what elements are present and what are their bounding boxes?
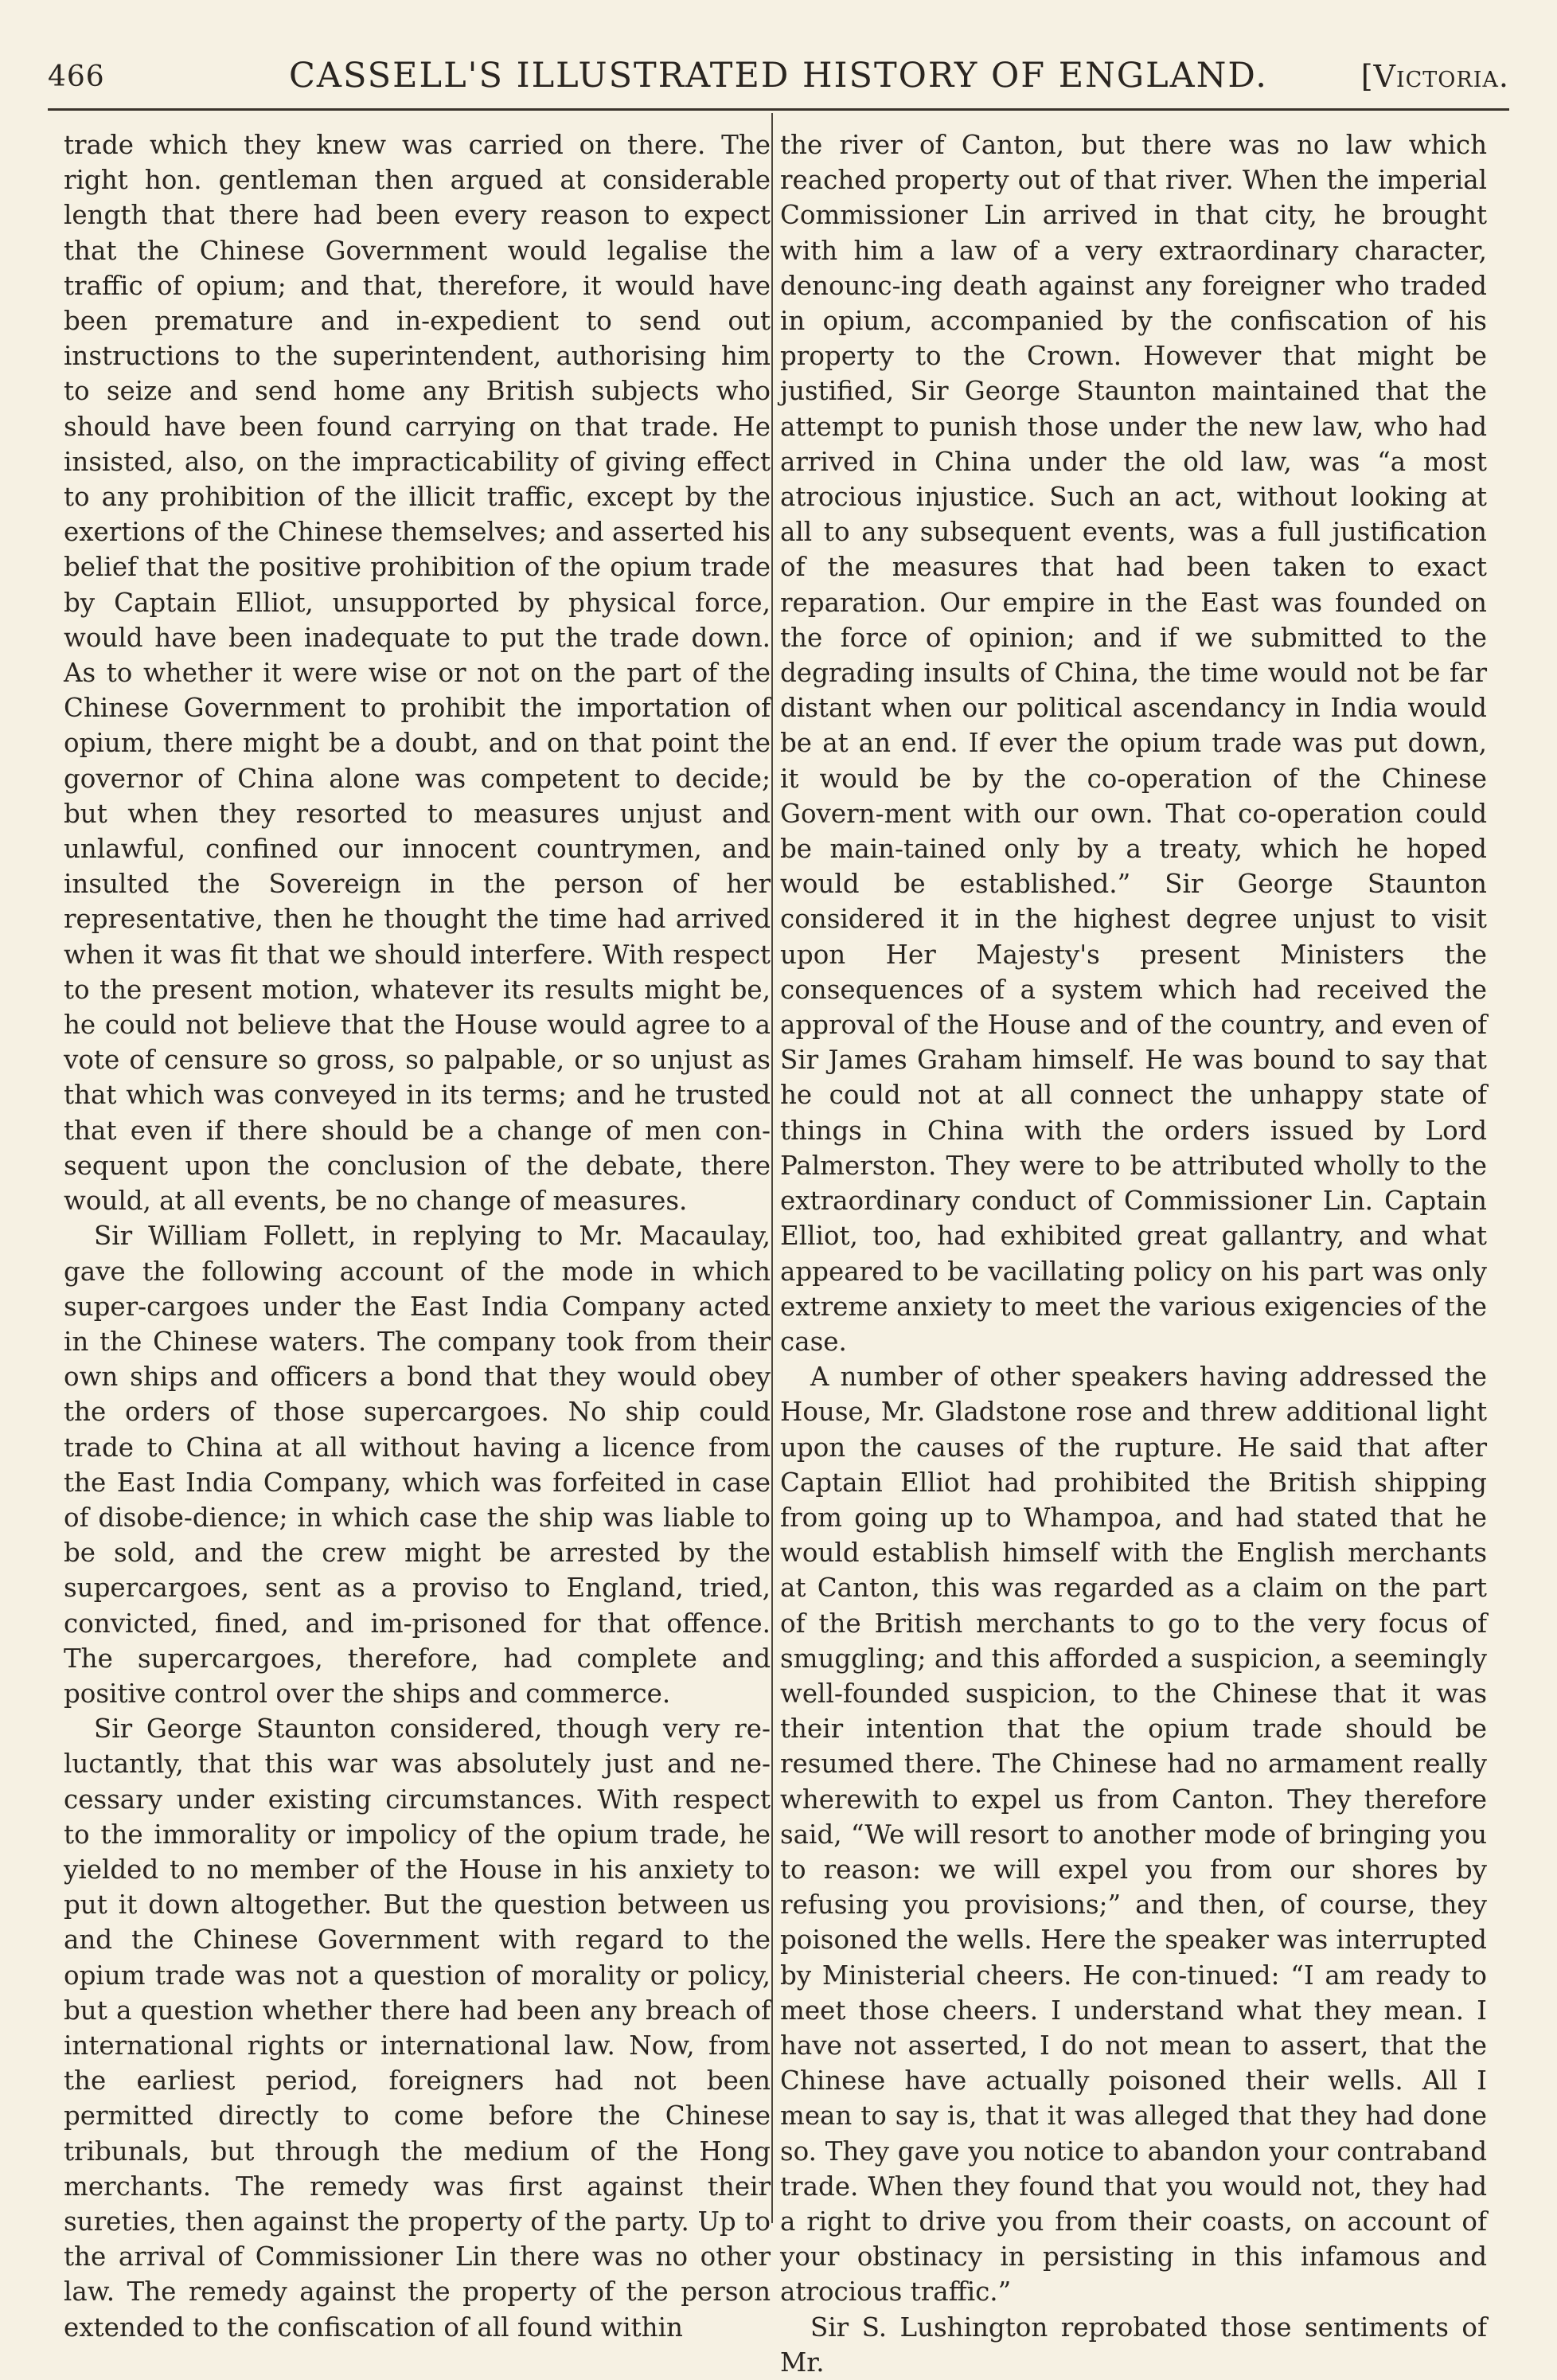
running-title: CASSELL'S ILLUSTRATED HISTORY OF ENGLAND.	[289, 56, 1268, 96]
right-column	[780, 127, 1487, 2380]
paragraph: Sir George Staunton considered, though very re-luctantly, that this war was absolutely just and ne-cessary under existing circumstances. With respect to the immorality or impolicy of the opium trade, he yielded to no member of the House in his anxiety to put it down altogether. But the question between us and the Chinese Government with regard to the opium trade was not a question of morality or policy, but a question whether there had been any breach of international rights or international law. Now, from the earliest period, foreigners had not been permitted directly to come before the Chinese tribunals, but through the medium of the Hong merchants. The remedy was first against their sureties, then against the property of the party. Up to the arrival of Commissioner Lin there was no other law. The remedy against the property of the person extended to the confiscation of all found within	[64, 1714, 771, 2343]
paragraph: A number of other speakers having addressed the House, Mr. Gladstone rose and threw additional light upon the causes of the rupture. He said that after Captain Elliot had prohibited the British shipping from going up to Whampoa, and had stated that he would establish himself with the English merchants at Canton, this was regarded as a claim on the part of the British merchants to go to the very focus of smuggling; and this afforded a suspicion, a seemingly well-founded suspicion, to the Chinese that it was their intention that the opium trade should be resumed there. The Chinese had no armament really wherewith to expel us from Canton. They therefore said, “We will resort to another mode of bringing you to reason: we will expel you from our shores by refusing you provisions;” and then, of course, they poisoned the wells. Here the speaker was interrupted by Ministerial cheers. He con-tinued: “I am ready to meet those cheers. I understand what they mean. I have not asserted, I do not mean to assert, that the Chinese have actually poisoned their wells. All I mean to say is, that it was alleged that they had done so. They gave you notice to abandon your contraband trade. When they found that you would not, they had a right to drive you from their coasts, on account of your obstinacy in persisting in this infamous and atrocious traffic.”	[780, 1362, 1487, 2308]
paragraph: the river of Canton, but there was no law which reached property out of that river. When the imperial Commissioner Lin arrived in that city, he brought with him a law of a very extraordinary character, denounc-ing death against any foreigner who traded in opium, accompanied by the confiscation of his property to the Crown. However that might be justified, Sir George Staunton maintained that the attempt to punish those under the new law, who had arrived in China under the old law, was “a most atrocious injustice. Such an act, without looking at all to any subsequent events, was a full justification of the measures that had been taken to exact reparation. Our empire in the East was founded on the force of opinion; and if we submitted to the degrading insults of China, the time would not be far distant when our political ascendancy in India would be at an end. If ever the opium trade was put down, it would be by the co-operation of the Chinese Govern-ment with our own. That co-operation could be main-tained only by a treaty, which he hoped would be established.” Sir George Staunton considered it in the highest degree unjust to visit upon Her Majesty's present Ministers the consequences of a system which had received the approval of the House and of the country, and even of Sir James Graham himself. He was bound to say that he could not at all connect the unhappy state of things in China with the orders issued by Lord Palmerston. They were to be attributed wholly to the extraordinary conduct of Commissioner Lin. Captain Elliot, too, had exhibited great gallantry, and what appeared to be vacillating policy on his part was only extreme anxiety to meet the various exigencies of the case.	[780, 130, 1487, 1357]
column-divider	[771, 113, 773, 2223]
paragraph: Sir William Follett, in replying to Mr. Macaulay, gave the following account of the mode in which super-cargoes under the East India Company acted in the Chinese waters. The company took from their own ships and officers a bond that they would obey the orders of those supercargoes. No ship could trade to China at all without having a licence from the East India Company, which was forfeited in case of disobe-dience; in which case the ship was liable to be sold, and the crew might be arrested by the supercargoes, sent as a proviso to England, tried, convicted, fined, and im-prisoned for that offence. The supercargoes, therefore, had complete and positive control over the ships and commerce.	[64, 1221, 771, 1709]
paragraph: Sir S. Lushington reprobated those sentiments of Mr.	[780, 2312, 1487, 2378]
section-tag: [Victoria.	[1360, 59, 1509, 94]
header-rule	[48, 108, 1509, 111]
left-column	[64, 127, 771, 2345]
paragraph: trade which they knew was carried on there. The right hon. gentleman then argued at considerable length that there had been every reason to expect that the Chinese Government would legalise the traffic of opium; and that, therefore, it would have been premature and in-expedient to send out instructions to the superintendent, authorising him to seize and send home any British subjects who should have been found carrying on that trade. He insisted, also, on the impracticability of giving effect to any prohibition of the illicit traffic, except by the exertions of the Chinese themselves; and asserted his belief that the positive prohibition of the opium trade by Captain Elliot, unsupported by physical force, would have been inadequate to put the trade down. As to whether it were wise or not on the part of the Chinese Government to prohibit the importation of opium, there might be a doubt, and on that point the governor of China alone was competent to decide; but when they resorted to measures unjust and unlawful, confined our innocent countrymen, and insulted the Sovereign in the person of her representative, then he thought the time had arrived when it was fit that we should interfere. With respect to the present motion, whatever its results might be, he could not believe that the House would agree to a vote of censure so gross, so palpable, or so unjust as that which was conveyed in its terms; and he trusted that even if there should be a change of men con-sequent upon the conclusion of the debate, there would, at all events, be no change of measures.	[64, 130, 771, 1217]
page-number: 466	[48, 61, 105, 93]
page-header	[48, 45, 1509, 100]
